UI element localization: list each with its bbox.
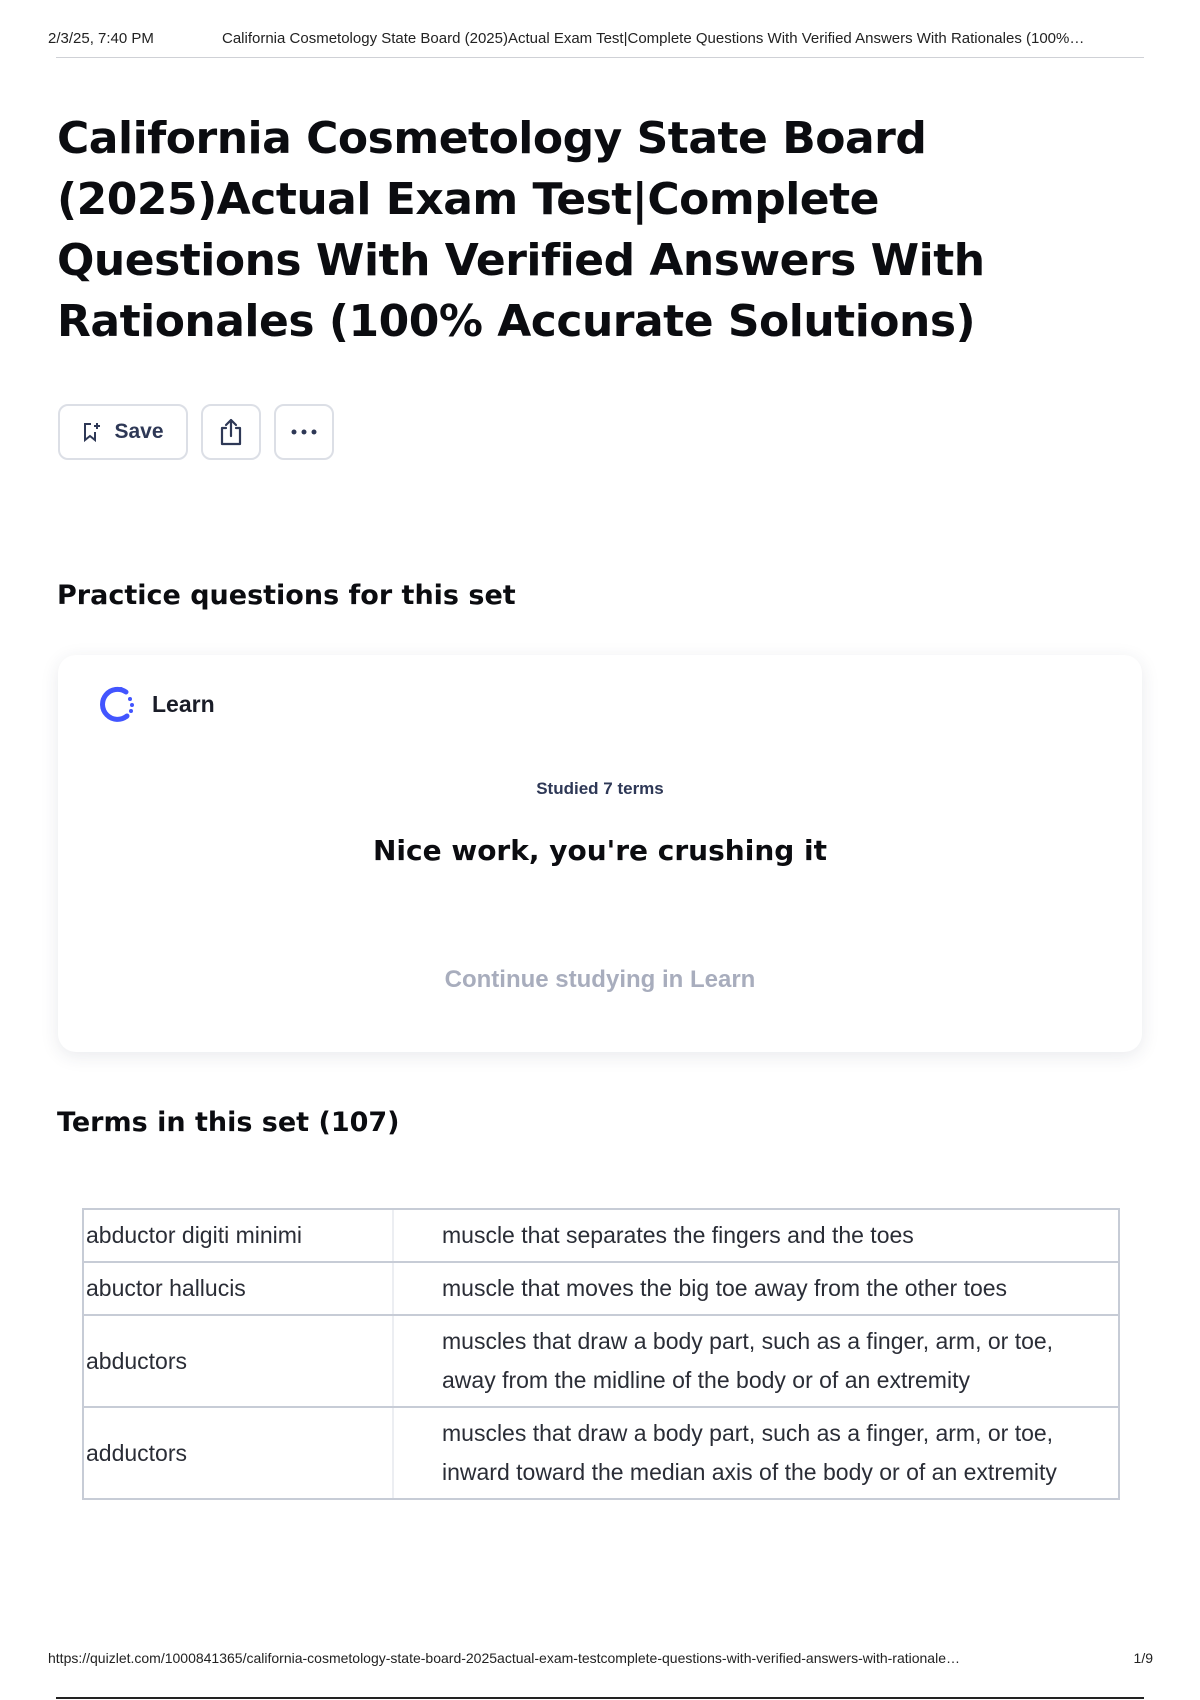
term-definition: muscles that draw a body part, such as a finger, arm, or toe, away from the midline of the body or of an extremity xyxy=(442,1328,1054,1393)
bookmark-add-icon xyxy=(82,421,102,443)
table-row xyxy=(84,1314,1118,1406)
term-definition: muscle that moves the big toe away from the other toes xyxy=(442,1275,1008,1301)
page-number: 1/9 xyxy=(1133,1650,1153,1666)
print-url: https://quizlet.com/1000841365/california-cosmetology-state-board-2025actual-exam-testcomplete-questions-with-verified-answers-with-rationale… xyxy=(48,1650,960,1666)
term-word: abductors xyxy=(84,1316,394,1406)
print-date: 2/3/25, 7:40 PM xyxy=(48,30,154,47)
table-row xyxy=(84,1261,1118,1314)
share-button[interactable] xyxy=(201,404,261,460)
table-row xyxy=(84,1210,1118,1261)
praise-message: Nice work, you're crushing it xyxy=(372,834,828,867)
page-title: California Cosmetology State Board (2025)Actual Exam Test|Complete Questions With Verified Answers With Rationales (100% Accurate Solutions) xyxy=(57,113,985,347)
term-word: abuctor hallucis xyxy=(84,1263,394,1314)
learn-mode-header[interactable] xyxy=(96,683,215,725)
more-options-button[interactable] xyxy=(274,404,334,460)
share-icon xyxy=(217,417,245,447)
term-definition: muscles that draw a body part, such as a finger, arm, or toe, inward toward the median axis of the body or of an extremity xyxy=(442,1420,1057,1485)
learn-progress-icon xyxy=(96,683,138,725)
print-footer xyxy=(48,1650,1153,1666)
studied-count: Studied 7 terms xyxy=(536,779,664,798)
more-horizontal-icon xyxy=(290,428,318,436)
save-label: Save xyxy=(114,420,164,443)
learn-mode-label: Learn xyxy=(152,690,215,717)
save-button[interactable] xyxy=(58,404,188,460)
term-word: adductors xyxy=(84,1408,394,1498)
term-definition: muscle that separates the fingers and the toes xyxy=(442,1222,914,1248)
terms-heading: Terms in this set (107) xyxy=(57,1107,400,1138)
table-row xyxy=(84,1406,1118,1498)
print-doc-title: California Cosmetology State Board (2025)Actual Exam Test|Complete Questions With Verified Answers With Rationales (100%… xyxy=(222,30,1085,47)
footer-divider xyxy=(56,1697,1144,1699)
practice-heading: Practice questions for this set xyxy=(57,580,516,611)
terms-table xyxy=(82,1208,1120,1500)
learn-card xyxy=(58,655,1142,1052)
header-divider xyxy=(56,57,1144,58)
continue-learn-link[interactable]: Continue studying in Learn xyxy=(444,966,756,993)
term-word: abductor digiti minimi xyxy=(84,1210,394,1261)
print-header xyxy=(48,30,1148,47)
